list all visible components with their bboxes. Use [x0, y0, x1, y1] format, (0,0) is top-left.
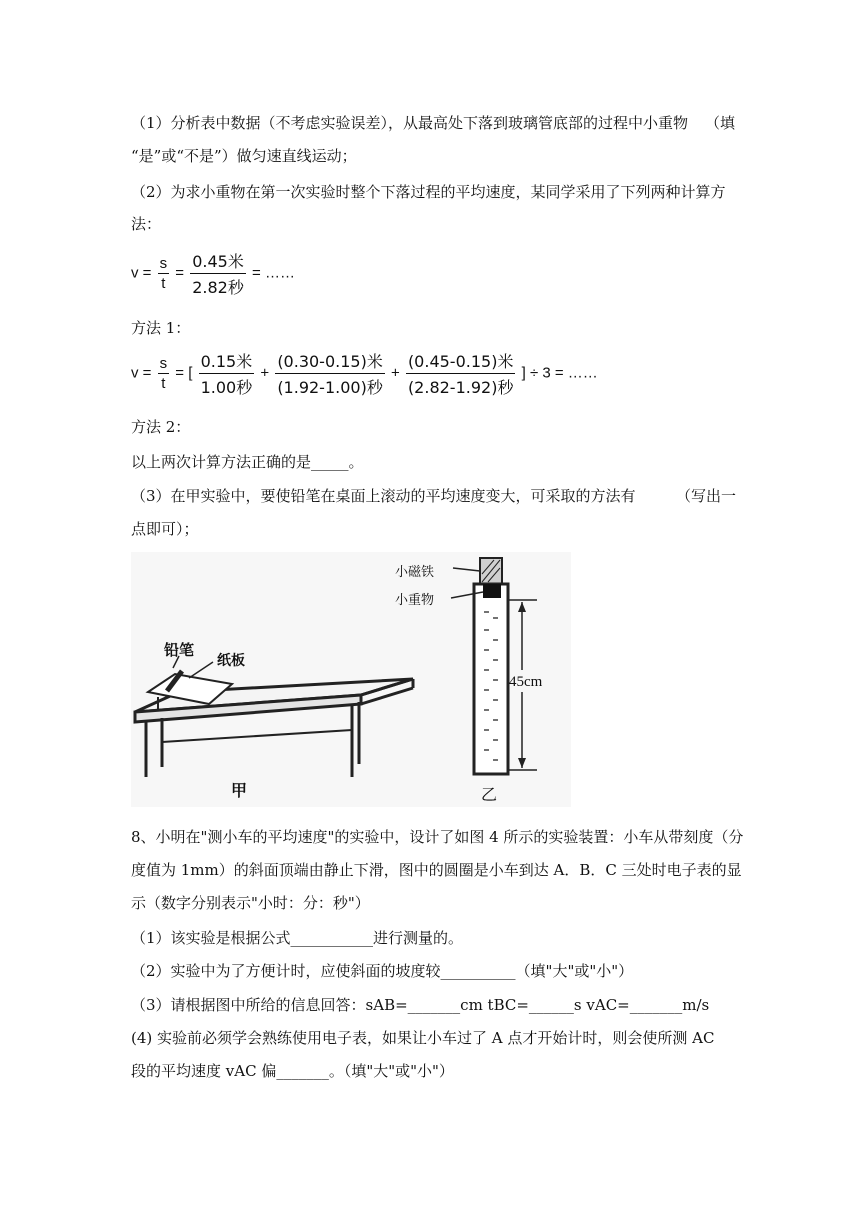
- caption-jia: 甲: [231, 781, 248, 800]
- q7-part3-line1: [131, 485, 737, 506]
- q7-part1-line1: [131, 112, 736, 133]
- formula-2-term-1: $\frac{\text{0.15米}}{\text{1.00秒}}$: [199, 349, 255, 398]
- q8-part1: （1）该实验是根据公式___________进行测量的。: [131, 929, 464, 947]
- formula-1-s-over-t: $\frac{s}{t}$: [159, 255, 168, 292]
- q7-part3-text: （3）在甲实验中，要使铅笔在桌面上滚动的平均速度变大，可采取的方法有: [131, 487, 636, 505]
- magnet-label: 小磁铁: [395, 565, 435, 580]
- q7-part1-line2: “是”或“不是”）做匀速直线运动；: [131, 147, 357, 165]
- board-label: 纸板: [217, 653, 245, 669]
- q7-part2-line1: （2）为求小重物在第一次实验时整个下落过程的平均速度，某同学采用了下列两种计算方: [131, 183, 726, 201]
- q7-part1-fill-hint: （填: [705, 114, 736, 132]
- q7-part3-line2: 点即可）；: [131, 520, 199, 538]
- method-2-label: 方法 2：: [131, 418, 191, 436]
- q7-part1-text: （1）分析表中数据（不考虑实验误差），从最高处下落到玻璃管底部的过程中小重物: [131, 114, 689, 132]
- q8-intro-line2: 度值为 1mm）的斜面顶端由静止下滑，图中的圆圈是小车到达 A．B．C 三处时电子表的显: [131, 861, 742, 879]
- q8-intro-line3: 示（数字分别表示"小时：分：秒"）: [131, 894, 370, 912]
- formula-1-tail: = ……: [252, 264, 295, 282]
- q7-part2-question: 以上两次计算方法正确的是_____。: [131, 453, 364, 471]
- experiment-figure: [131, 552, 571, 807]
- method-1-label: 方法 1：: [131, 319, 191, 337]
- q8-part2: （2）实验中为了方便计时，应使斜面的坡度较__________（填"大"或"小"）: [131, 962, 634, 980]
- q8-part3: （3）请根据图中所给的信息回答：sAB=_______cm tBC=______s vAC=_______m/s: [131, 996, 710, 1014]
- q7-part3-fill-hint: （写出一: [676, 487, 737, 505]
- weight-label: 小重物: [395, 593, 435, 608]
- pencil-label: 铅笔: [164, 641, 195, 659]
- formula-1: v = $\frac{s}{t}$ = $\frac{\text{0.45米}}{\text{2.82秒}}$ = ……: [131, 249, 295, 298]
- height-label: 45cm: [509, 674, 543, 690]
- formula-2-term-3: $\frac{\text{(0.45-0.15)米}}{\text{(2.82-1.92)秒}}$: [406, 349, 516, 398]
- glass-tube: [474, 584, 508, 774]
- formula-2-open-bracket: [: [188, 364, 193, 382]
- formula-2-lhs: v: [131, 364, 139, 382]
- formula-2-s-over-t: $\frac{s}{t}$: [159, 355, 168, 392]
- formula-2-close: ] ÷ 3 = ……: [521, 364, 598, 382]
- q8-part4-line1: (4) 实验前必须学会熟练使用电子表，如果让小车过了 A 点才开始计时，则会使所测 AC: [131, 1029, 715, 1047]
- q8-part4-line2: 段的平均速度 vAC 偏_______。（填"大"或"小"）: [131, 1062, 454, 1080]
- formula-1-fraction: $\frac{\text{0.45米}}{\text{2.82秒}}$: [190, 249, 246, 298]
- formula-1-lhs: v: [131, 264, 139, 282]
- q8-intro-line1: 8、小明在"测小车的平均速度"的实验中，设计了如图 4 所示的实验装置：小车从带刻度（分: [131, 828, 744, 846]
- formula-2: v = $\frac{s}{t}$ = [ $\frac{\text{0.15米}}{\text{1.00秒}}$ + $\frac{\text{(0.30-0.15)米}}{\text{(1.92-1.00)秒}}$ + $\frac{\text{(0.45-0.15)米}}{\text{(2.82-1.92)秒}}$ ] ÷ 3 = ……: [131, 349, 598, 398]
- formula-2-term-2: $\frac{\text{(0.30-0.15)米}}{\text{(1.92-1.00)秒}}$: [275, 349, 385, 398]
- weight-block: [483, 584, 501, 598]
- q7-part2-line2: 法：: [131, 215, 162, 233]
- caption-yi: 乙: [481, 785, 498, 804]
